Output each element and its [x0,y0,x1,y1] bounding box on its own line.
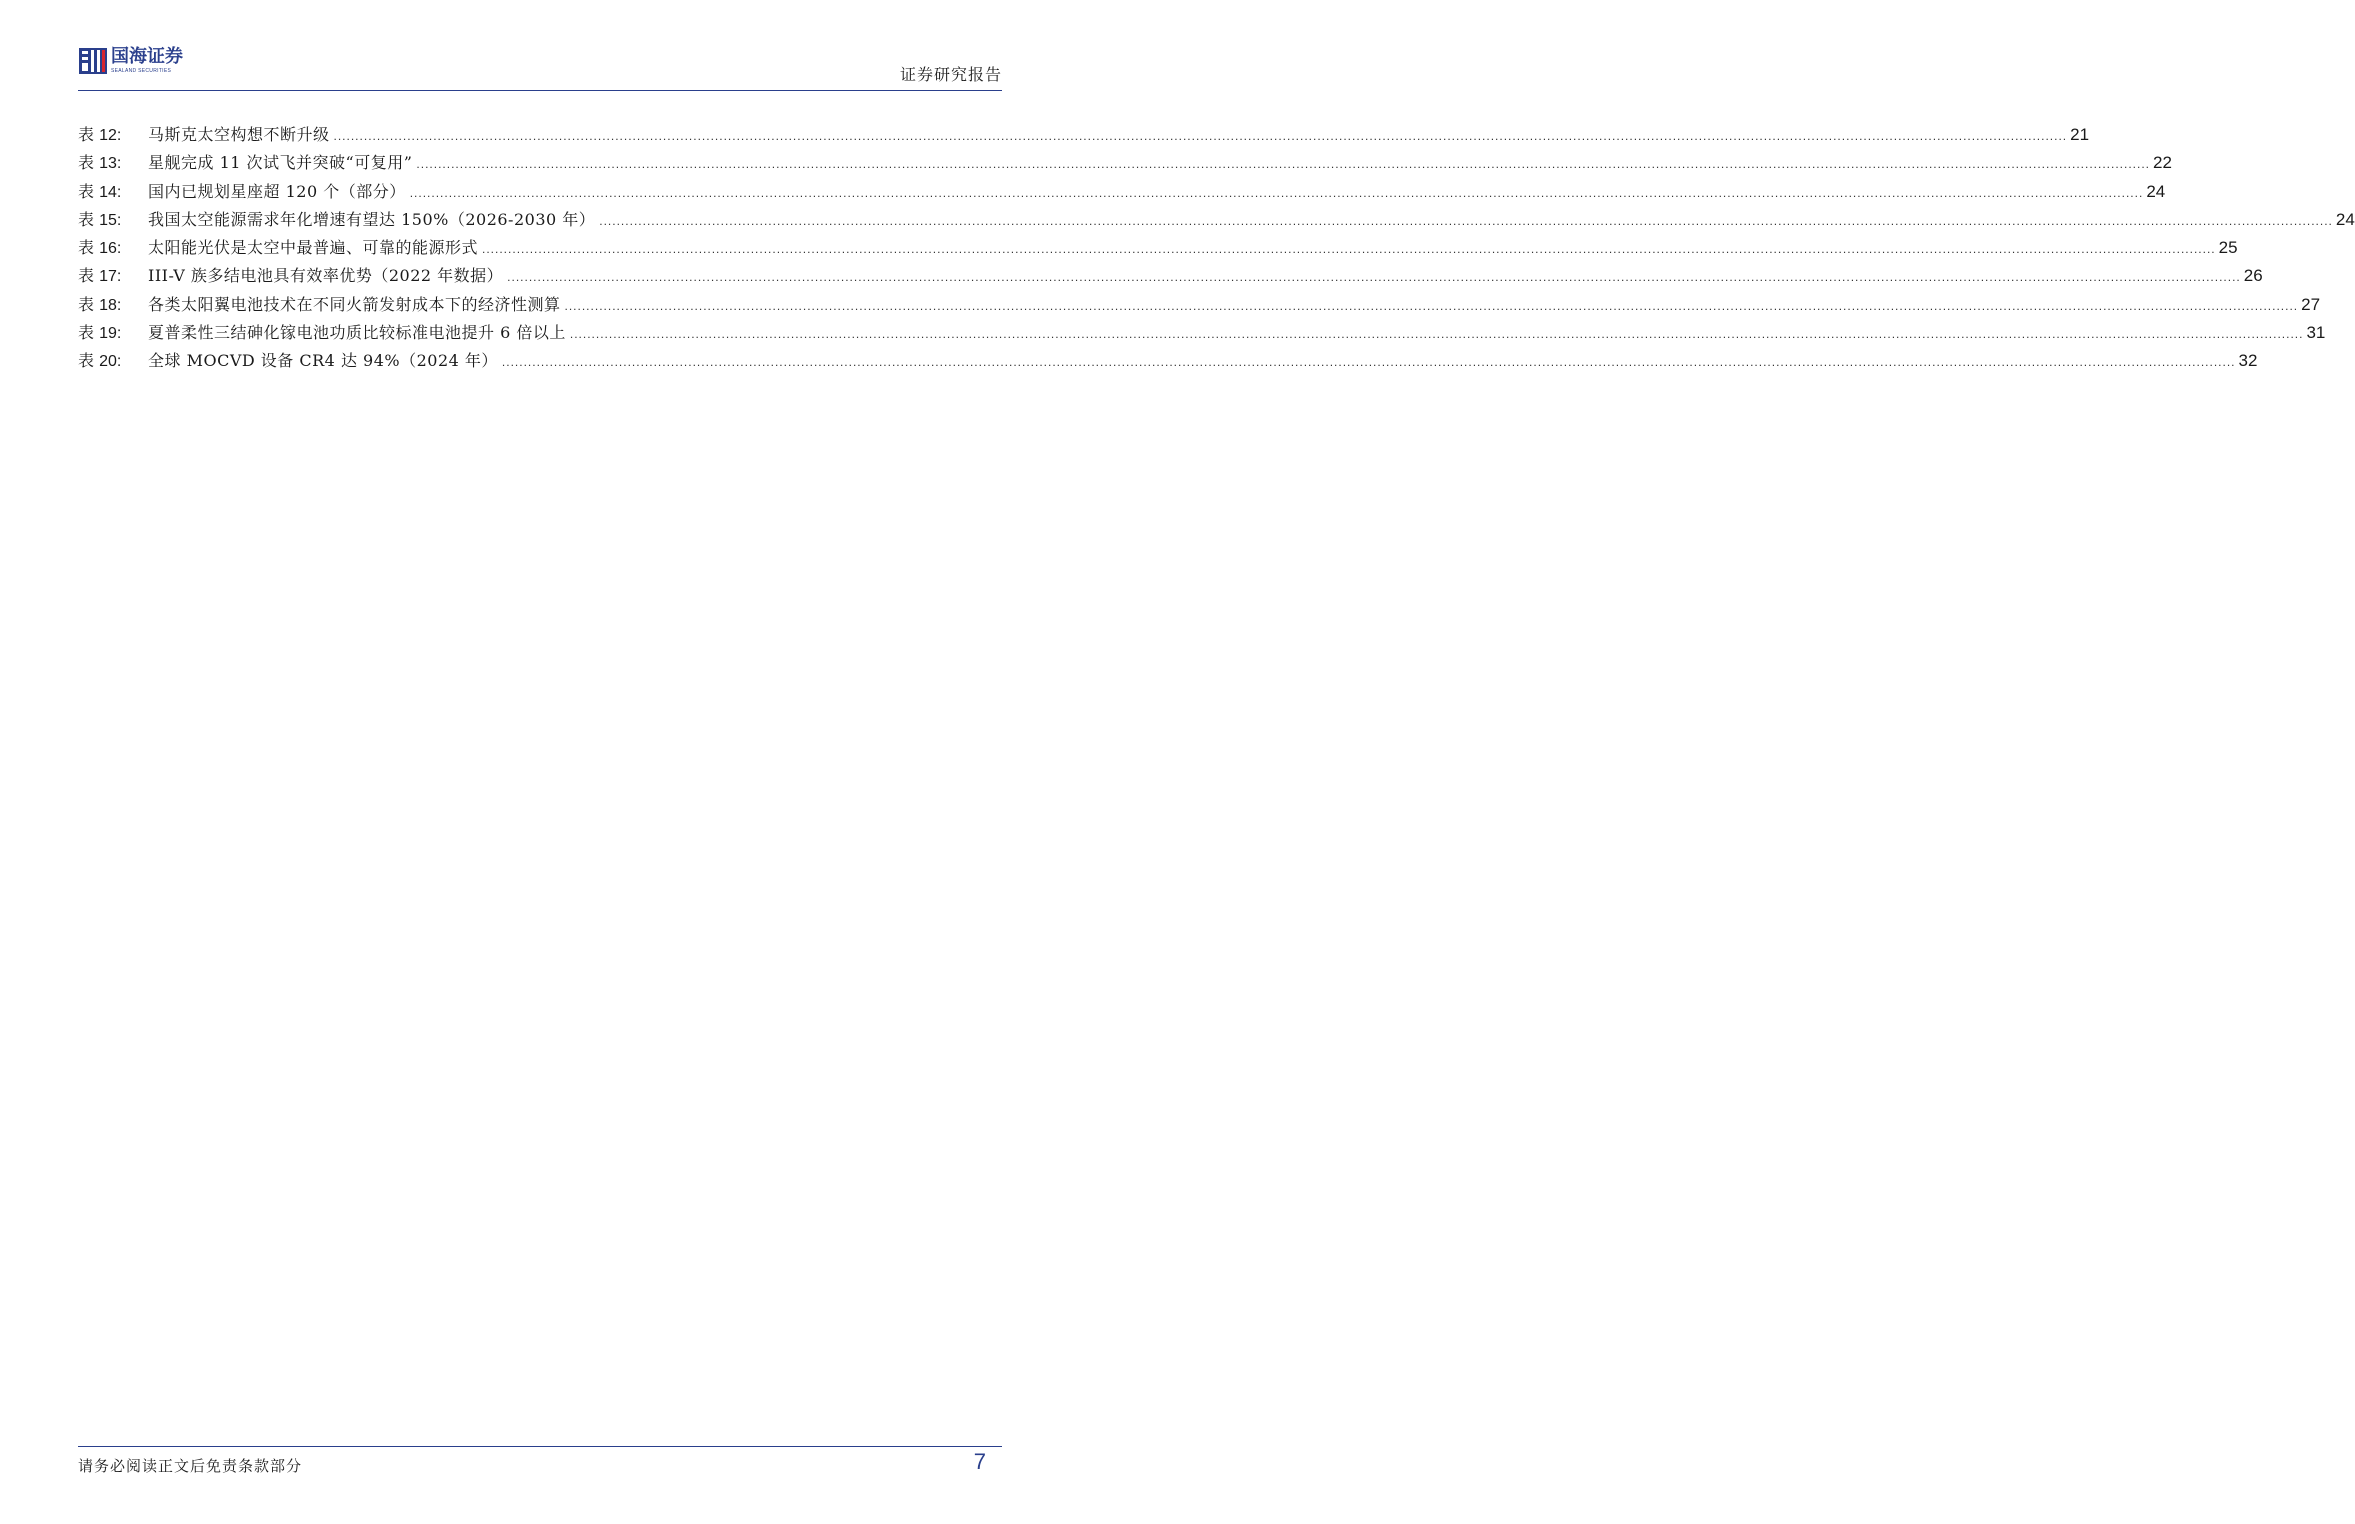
toc-dot-leader: ................................................................................................................................................................................................................................................................................................................................................................................................................ [569,327,2304,342]
toc-entry-number: 17: [99,268,122,286]
toc-entry-prefix: 表 [78,153,95,173]
toc-entry-label [78,291,148,320]
toc-entry[interactable] [78,149,2172,177]
toc-entry-page: 21 [2070,125,2090,144]
toc-dot-leader: ................................................................................................................................................................................................................................................................................................................................................................................................................ [564,298,2299,313]
toc-entry-title: 我国太空能源需求年化增速有望达 150%（2026-2030 年） [148,209,596,229]
toc-entry-number: 13: [99,155,122,173]
toc-dot-leader: ................................................................................................................................................................................................................................................................................................................................................................................................................ [482,242,2216,257]
toc-dot-leader: ................................................................................................................................................................................................................................................................................................................................................................................................................ [501,355,2236,370]
page-footer [78,1446,1002,1477]
toc-entry-prefix: 表 [78,294,95,314]
toc-entry[interactable] [78,121,2090,149]
toc-entry-prefix: 表 [78,266,95,286]
toc-entry[interactable] [78,178,2166,206]
toc-entry[interactable] [78,262,2263,290]
toc-entry-page: 25 [2218,238,2238,258]
toc-entry-page: 22 [2153,153,2172,173]
toc-entry-number: 12: [99,127,122,144]
toc-dot-leader: ................................................................................................................................................................................................................................................................................................................................................................................................................ [409,185,2144,200]
toc-entry-number: 15: [99,211,122,229]
page-number: 7 [973,1449,986,1474]
toc-entry-label [78,149,148,178]
toc-entry-title: 太阳能光伏是太空中最普遍、可靠的能源形式 [148,238,479,258]
toc-entry-title: 夏普柔性三结砷化镓电池功质比较标准电池提升 6 倍以上 [148,323,566,343]
toc-entry[interactable] [78,347,2258,375]
toc-entry-prefix: 表 [78,323,95,343]
logo-text: 国海证券 [111,46,183,67]
toc-entry-page: 32 [2238,351,2258,371]
toc-entry-prefix: 表 [78,209,95,229]
toc-entry-label [78,319,148,348]
toc-entry-prefix: 表 [78,238,95,258]
company-logo [78,46,183,82]
table-of-contents [78,121,2355,376]
toc-entry-prefix: 表 [78,351,95,371]
toc-entry-page: 24 [2335,209,2355,229]
toc-entry-title: 国内已规划星座超 120 个（部分） [148,181,406,201]
toc-entry-title: III-V 族多结电池具有效率优势（2022 年数据） [148,266,504,286]
toc-entry-title: 星舰完成 11 次试飞并突破“可复用” [148,153,413,173]
toc-entry-prefix: 表 [78,125,95,144]
toc-entry-label [78,234,148,263]
toc-entry-title: 全球 MOCVD 设备 CR4 达 94%（2024 年） [148,351,498,371]
toc-entry-prefix: 表 [78,181,95,201]
toc-dot-leader: ................................................................................................................................................................................................................................................................................................................................................................................................................ [599,213,2333,228]
toc-entry-page: 26 [2243,266,2263,286]
toc-entry-page: 27 [2301,294,2321,314]
toc-entry-label [78,206,148,235]
toc-entry-number: 14: [99,183,122,201]
toc-entry-label [78,121,148,150]
toc-entry-label [78,262,148,291]
toc-dot-leader: ................................................................................................................................................................................................................................................................................................................................................................................................................ [416,157,2150,172]
toc-entry-number: 20: [99,353,122,371]
toc-entry[interactable] [78,234,2238,262]
logo-mark-icon [78,46,108,76]
logo-subtext: SEALAND SECURITIES [111,68,172,74]
toc-entry-title: 马斯克太空构想不断升级 [148,125,330,144]
toc-entry-number: 19: [99,325,122,343]
toc-dot-leader: ................................................................................................................................................................................................................................................................................................................................................................................................................ [333,129,2068,143]
toc-entry[interactable] [78,291,2321,319]
toc-entry-number: 16: [99,240,122,258]
toc-entry-label [78,347,148,376]
toc-entry[interactable] [78,206,2355,234]
toc-entry-page: 31 [2306,323,2326,343]
toc-entry-title: 各类太阳翼电池技术在不同火箭发射成本下的经济性测算 [148,294,561,314]
page-header [78,44,1002,91]
document-type: 证券研究报告 [899,65,1002,84]
toc-dot-leader: ................................................................................................................................................................................................................................................................................................................................................................................................................ [507,270,2241,285]
disclaimer-note: 请务必阅读正文后免责条款部分 [78,1457,303,1475]
toc-entry-page: 24 [2146,181,2166,201]
toc-entry-number: 18: [99,296,122,314]
toc-entry-label [78,178,148,207]
toc-entry[interactable] [78,319,2326,347]
